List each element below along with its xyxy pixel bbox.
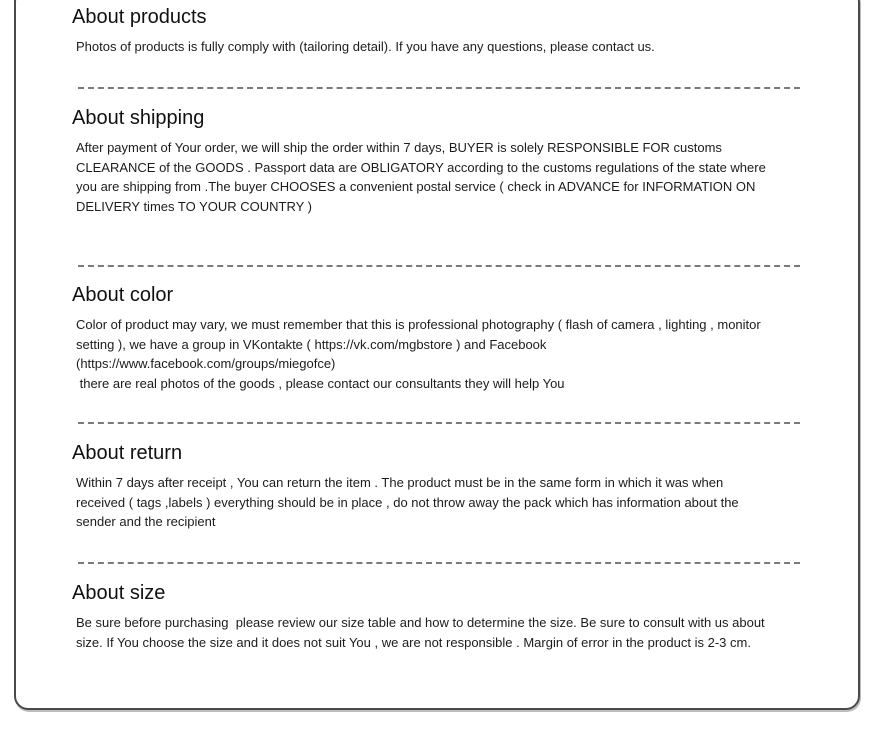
body-line: DELIVERY times TO YOUR COUNTRY ) [76, 198, 312, 214]
section-body [76, 138, 812, 216]
dashed-divider [78, 265, 800, 267]
section-title: About shipping [72, 107, 205, 129]
body-line: Be sure before purchasing please review our size table and how to determine the size. Be sure to consult with us about [76, 615, 765, 630]
section-body [76, 613, 812, 652]
body-line: Photos of products is fully comply with (tailoring detail). If you have any questions, please contact us. [76, 39, 655, 54]
section-title: About return [72, 442, 183, 464]
body-line: you are shipping from .The buyer CHOOSES a convenient postal service ( check in ADVANCE for INFORMATION ON [76, 179, 756, 194]
section-body [76, 37, 812, 57]
section-about-color [72, 283, 812, 393]
body-line: received ( tags ,labels ) everything should be in place , do not throw away the pack which has information about the [76, 494, 739, 510]
body-line: setting ), we have a group in VKontakte ( https://vk.com/mgbstore ) and Facebook [76, 336, 547, 352]
section-title: About color [72, 284, 174, 306]
section-about-return [72, 441, 812, 532]
section-about-products [72, 5, 812, 57]
body-line: there are real photos of the goods , please contact our consultants they will help You [76, 375, 565, 391]
body-line: (https://www.facebook.com/groups/miegofce) [76, 356, 336, 371]
section-body [76, 315, 812, 393]
section-title: About size [72, 582, 166, 604]
dashed-divider [78, 562, 800, 564]
dashed-divider [78, 87, 800, 89]
body-line: size. If You choose the size and it does not suit You , we are not responsible . Margin of error in the product is 2-3 cm. [76, 634, 751, 650]
section-about-size [72, 581, 812, 652]
dashed-divider [78, 422, 800, 424]
section-about-shipping [72, 106, 812, 216]
body-line: Color of product may vary, we must remember that this is professional photography ( flash of camera , lighting , monitor [76, 317, 761, 332]
body-line: After payment of Your order, we will ship the order within 7 days, BUYER is solely RESPONSIBLE FOR customs [76, 140, 722, 155]
section-title: About products [72, 6, 207, 28]
body-line: Within 7 days after receipt , You can return the item . The product must be in the same form in which it was when [76, 475, 724, 490]
body-line: CLEARANCE of the GOODS . Passport data are OBLIGATORY according to the customs regulations of the state where [76, 159, 766, 175]
body-line: sender and the recipient [76, 514, 216, 529]
section-body [76, 473, 812, 532]
